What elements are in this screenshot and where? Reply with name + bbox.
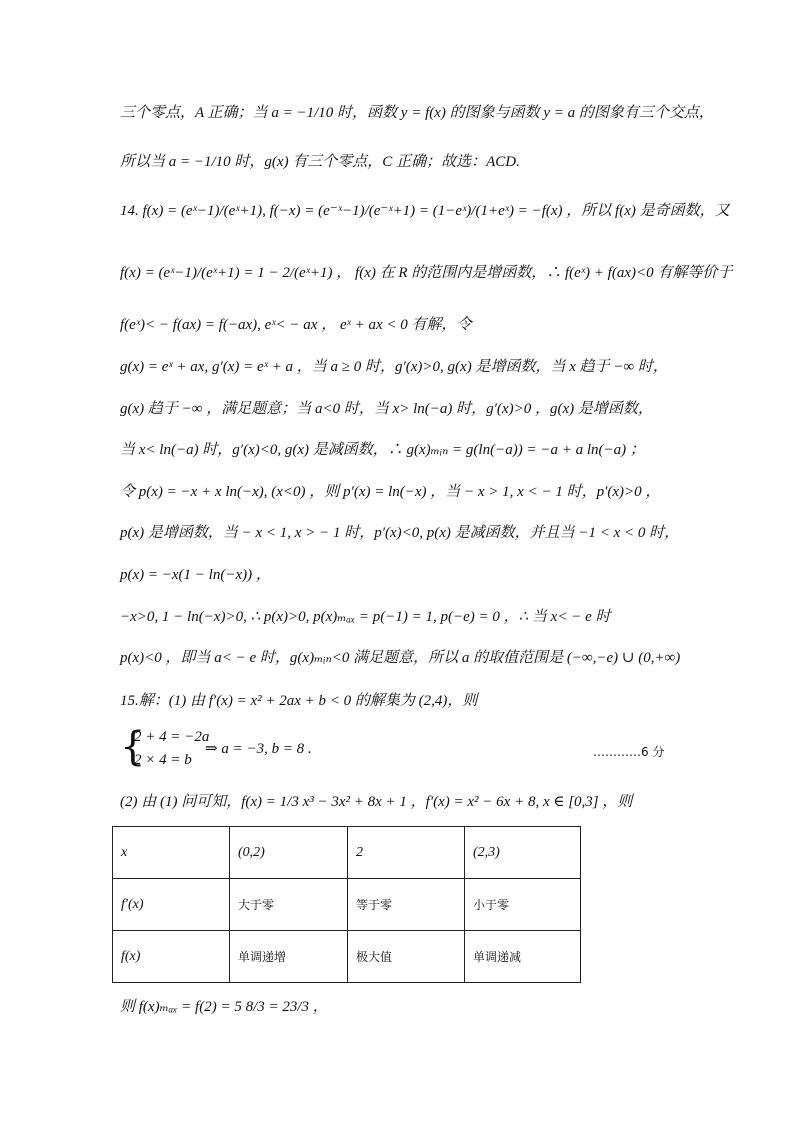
table-row (113, 827, 581, 879)
table-cell: 大于零 (230, 879, 348, 931)
table-cell: 单调递减 (465, 931, 581, 983)
table-cell: 极大值 (348, 931, 465, 983)
text-line-5: f(eˣ)< − f(ax) = f(−ax), eˣ< − ax ， eˣ + ax < 0 有解，令 (120, 317, 472, 333)
text-line-3: 14. f(x) = (eˣ−1)/(eˣ+1), f(−x) = (e⁻ˣ−1)/(e⁻ˣ+1) = (1−eˣ)/(1+eˣ) = −f(x) ，所以 f(x) 是奇函数，又 (120, 203, 730, 219)
table-cell: (0,2) (230, 827, 348, 879)
table-cell: 等于零 (348, 879, 465, 931)
text-line-9: 令 p(x) = −x + x ln(−x), (x<0) ，则 p′(x) = ln(−x) ，当 − x > 1, x < − 1 时，p′(x)>0 ， (120, 484, 661, 500)
text-line-4: f(x) = (eˣ−1)/(eˣ+1) = 1 − 2/(eˣ+1) ， f(x) 在 R 的范围内是增函数，∴ f(eˣ) + f(ax)<0 有解等价于 (120, 265, 733, 281)
system-brace: { (120, 724, 146, 770)
text-line-1: 三个零点，A 正确；当 a = −1/10 时，函数 y = f(x) 的图象与函数 y = a 的图象有三个交点， (120, 105, 714, 121)
text-line-16: 则 f(x)ₘₐₓ = f(2) = 5 8/3 = 23/3 ， (120, 999, 328, 1015)
monotonicity-table (112, 826, 581, 983)
table-cell: 单调递增 (230, 931, 348, 983)
score-note: …………6 分 (593, 745, 665, 759)
text-line-13: p(x)<0 ，即当 a< − e 时，g(x)ₘᵢₙ<0 满足题意，所以 a 的取值范围是 (−∞,−e) ∪ (0,+∞) (120, 650, 681, 666)
text-line-11: p(x) = −x(1 − ln(−x)) ， (120, 567, 271, 583)
table-cell: x (113, 827, 230, 879)
table-row (113, 879, 581, 931)
text-line-12: −x>0, 1 − ln(−x)>0, ∴ p(x)>0, p(x)ₘₐₓ = p(−1) = 1, p(−e) = 0 ，∴ 当 x< − e 时 (120, 609, 611, 625)
table-cell: (2,3) (465, 827, 581, 879)
table-cell: f′(x) (113, 879, 230, 931)
table-cell: 小于零 (465, 879, 581, 931)
system-result: ⇒ a = −3, b = 8 . (205, 741, 312, 757)
system-eq-2: 2 × 4 = b (134, 752, 192, 768)
text-line-7: g(x) 趋于 −∞ ，满足题意；当 a<0 时，当 x> ln(−a) 时，g′(x)>0 ，g(x) 是增函数， (120, 401, 653, 417)
table-row (113, 931, 581, 983)
table-cell: f(x) (113, 931, 230, 983)
text-line-10: p(x) 是增函数，当 − x < 1, x > − 1 时，p′(x)<0, p(x) 是减函数，并且当 −1 < x < 0 时， (120, 525, 680, 541)
text-line-15: (2) 由 (1) 问可知，f(x) = 1/3 x³ − 3x² + 8x + 1 ，f′(x) = x² − 6x + 8, x ∈ [0,3] ，则 (120, 794, 633, 810)
text-line-14: 15.解：(1) 由 f′(x) = x² + 2ax + b < 0 的解集为 (2,4)，则 (120, 693, 478, 709)
text-line-2: 所以当 a = −1/10 时，g(x) 有三个零点，C 正确；故选：ACD. (120, 154, 520, 170)
system-eq-1: 2 + 4 = −2a (134, 729, 210, 745)
text-line-8: 当 x< ln(−a) 时，g′(x)<0, g(x) 是减函数，∴ g(x)ₘᵢₙ = g(ln(−a)) = −a + a ln(−a) ； (120, 442, 645, 458)
text-line-6: g(x) = eˣ + ax, g′(x) = eˣ + a ，当 a ≥ 0 时，g′(x)>0, g(x) 是增函数，当 x 趋于 −∞ 时， (120, 359, 668, 375)
table-cell: 2 (348, 827, 465, 879)
